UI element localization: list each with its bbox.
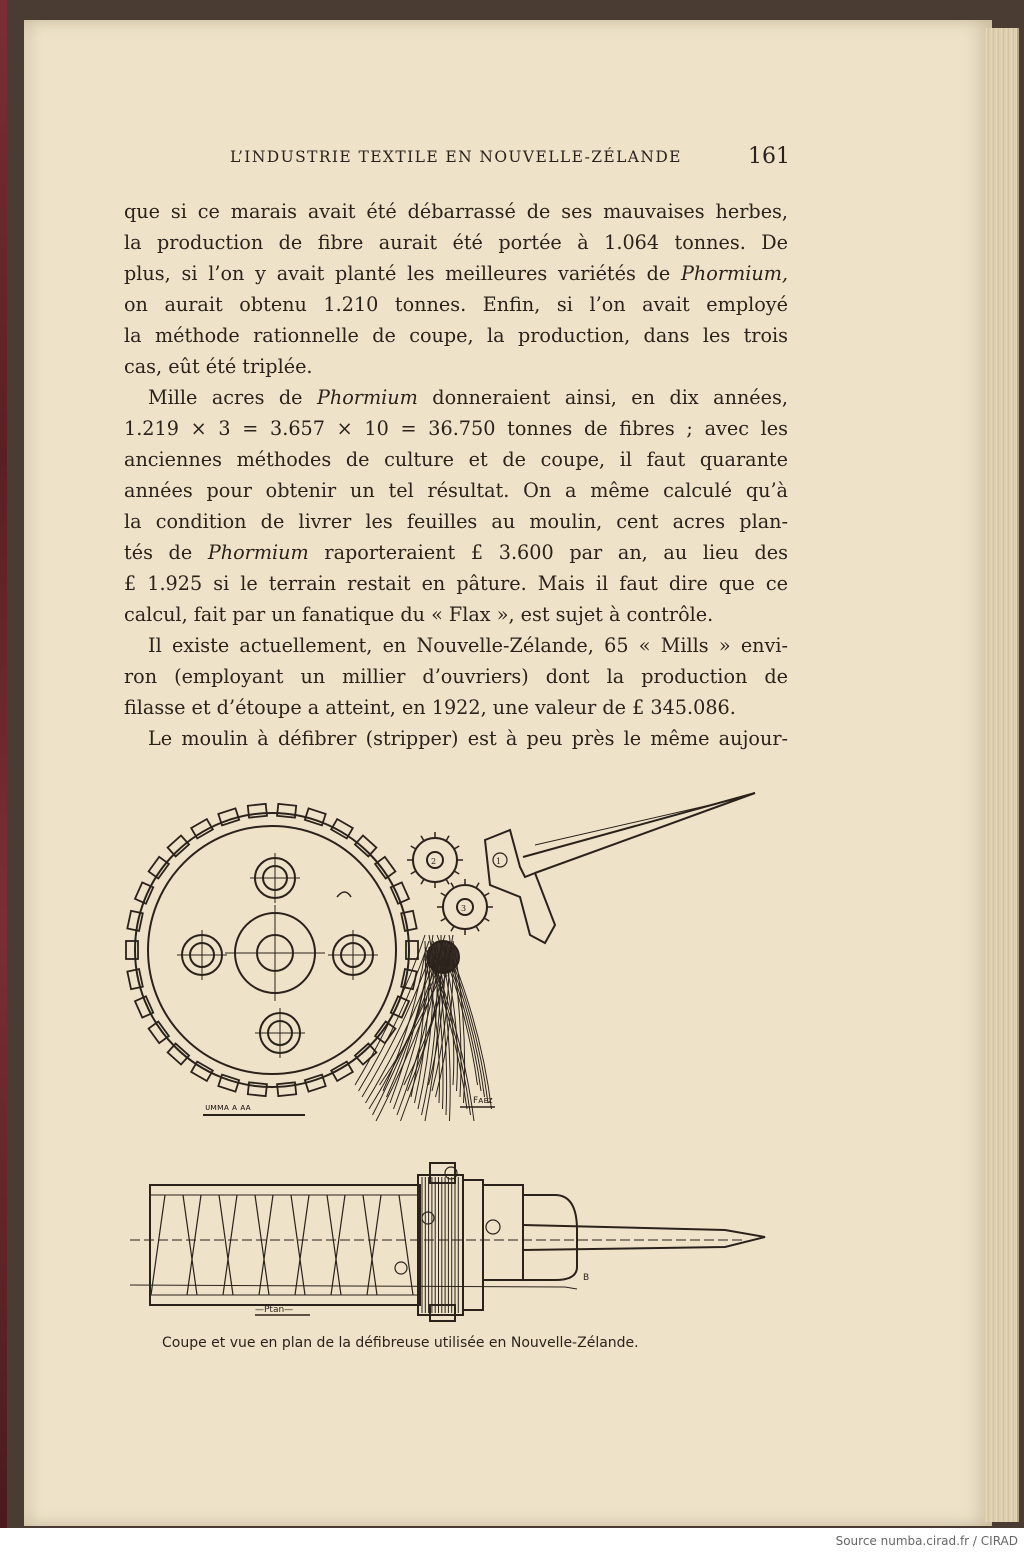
- text-line: la méthode rationnelle de coupe, la production, dans les trois: [124, 324, 788, 347]
- callout-1: 1: [496, 857, 502, 866]
- emphasis-phormium: Phormium: [207, 541, 309, 564]
- source-credit: Source numba.cirad.fr / CIRAD: [835, 1534, 1018, 1548]
- binding-edge: [0, 0, 7, 1528]
- plan-strand: [295, 1195, 309, 1295]
- plan-strand: [187, 1195, 201, 1295]
- text-line: anciennes méthodes de culture et de coupe, il faut quarante: [124, 448, 788, 471]
- text-fragment: Mille acres de: [148, 386, 303, 409]
- callout-3: 3: [461, 904, 467, 913]
- running-header: [230, 144, 790, 174]
- feed-label: Fᴀᴇᴢ: [473, 1096, 493, 1106]
- drum-tooth: [126, 941, 138, 959]
- running-title: L’INDUSTRIE TEXTILE EN NOUVELLE-ZÉLANDE: [230, 148, 682, 166]
- text-line: [124, 258, 788, 289]
- emphasis-phormium: Phormium,: [681, 262, 788, 285]
- text-line: [124, 537, 788, 568]
- text-line: £ 1.925 si le terrain restait en pâture. Mais il faut dire que ce: [124, 572, 788, 595]
- plan-strand: [291, 1195, 305, 1295]
- drum-tooth: [149, 1021, 169, 1043]
- plan-strand: [399, 1195, 413, 1295]
- text-line: cas, eût été triplée.: [124, 355, 313, 378]
- plan-strand: [327, 1195, 341, 1295]
- plan-strand: [255, 1195, 269, 1295]
- gear-tooth: [421, 879, 424, 884]
- gear-tooth: [476, 926, 479, 931]
- gear-tooth: [441, 918, 446, 921]
- drum-tooth: [355, 835, 376, 856]
- body-text: [124, 196, 788, 754]
- text-fragment: raporteraient £ 3.600 par an, au lieu des: [324, 541, 788, 564]
- plan-strand: [259, 1195, 273, 1295]
- gear-tooth: [476, 883, 479, 888]
- page-edges: [985, 28, 1019, 1522]
- plan-strand: [367, 1195, 381, 1295]
- text-line: calcul, fait par un fanatique du « Flax », est sujet à contrôle.: [124, 603, 714, 626]
- gear-tooth: [451, 883, 454, 888]
- text-fragment: donneraient ainsi, en dix années,: [432, 386, 788, 409]
- plan-strand: [331, 1195, 345, 1295]
- text-line: on aurait obtenu 1.210 tonnes. Enfin, si l’on avait employé: [124, 293, 788, 316]
- scale-label: ᴜᴍᴍᴀ ᴀ ᴀᴀ: [205, 1103, 251, 1113]
- drum-tooth: [375, 1021, 395, 1043]
- gear-tooth: [411, 871, 416, 874]
- drum-tooth: [149, 857, 169, 879]
- text-line: la condition de livrer les feuilles au moulin, cent acres plan-: [124, 510, 788, 533]
- drum-tooth: [168, 1044, 189, 1065]
- callout-4: 4: [443, 970, 449, 979]
- drum-tooth: [168, 835, 189, 856]
- text-line: [124, 382, 788, 413]
- gear-tooth: [484, 918, 489, 921]
- feed-spike-plan: [523, 1225, 765, 1250]
- text-fragment: tés de: [124, 541, 193, 564]
- drum-tooth: [375, 857, 395, 879]
- plan-axis-label: B: [583, 1273, 590, 1283]
- gear-tooth: [454, 846, 459, 849]
- gear-tooth: [446, 879, 449, 884]
- page-number: 161: [748, 144, 790, 169]
- text-line: que si ce marais avait été débarrassé de ses mauvaises herbes,: [124, 200, 788, 223]
- emphasis-phormium: Phormium: [316, 386, 418, 409]
- plan-strand: [219, 1195, 233, 1295]
- text-line: années pour obtenir un tel résultat. On a même calculé qu’à: [124, 479, 788, 502]
- text-line: Le moulin à défibrer (stripper) est à peu près le même aujour-: [148, 727, 788, 750]
- gear-tooth: [441, 893, 446, 896]
- plan-strand: [183, 1195, 197, 1295]
- drum-inner-circle: [148, 826, 396, 1074]
- text-line: ron (employant un millier d’ouvriers) dont la production de: [124, 665, 788, 688]
- gear-tooth: [451, 926, 454, 931]
- text-fragment: plus, si l’on y avait planté les meilleures variétés de: [124, 262, 671, 285]
- figure-caption: Coupe et vue en plan de la défibreuse utilisée en Nouvelle-Zélande.: [162, 1335, 639, 1351]
- gear-tooth: [454, 871, 459, 874]
- stripper-section-drawing: [125, 785, 785, 1130]
- gear-tooth: [446, 836, 449, 841]
- drum-tooth: [406, 941, 418, 959]
- callout-2: 2: [431, 857, 437, 866]
- feed-roller-plan: [418, 1175, 463, 1315]
- text-line: filasse et d’étoupe a atteint, en 1922, une valeur de £ 345.086.: [124, 696, 736, 719]
- drum-outer-circle: [135, 813, 409, 1087]
- gear-tooth: [411, 846, 416, 849]
- gear-tooth: [421, 836, 424, 841]
- plan-strand: [223, 1195, 237, 1295]
- stripper-plan-drawing: [125, 1155, 785, 1325]
- plan-label: —Ptan—: [255, 1305, 294, 1315]
- gear-tooth: [484, 893, 489, 896]
- text-line: Il existe actuellement, en Nouvelle-Zélande, 65 « Mills » envi-: [148, 634, 788, 657]
- plan-strand: [151, 1195, 165, 1295]
- plan-strand: [363, 1195, 377, 1295]
- text-line: 1.219 × 3 = 3.657 × 10 = 36.750 tonnes de fibres ; avec les: [124, 417, 788, 440]
- text-line: la production de fibre aurait été portée à 1.064 tonnes. De: [124, 231, 788, 254]
